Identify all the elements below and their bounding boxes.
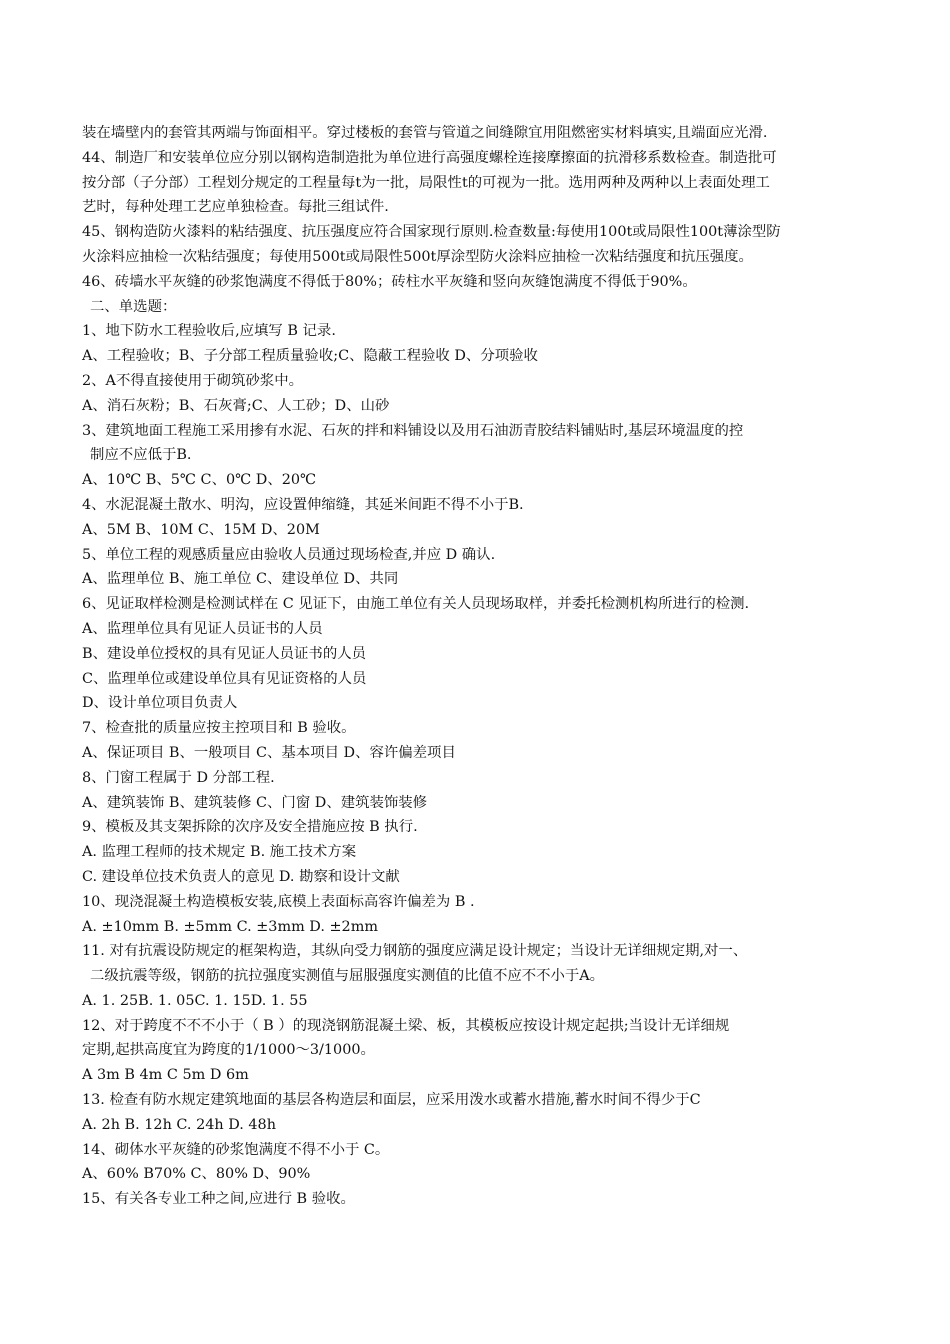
text-line: A、建筑装饰 B、建筑装修 C、门窗 D、建筑装饰装修 (82, 794, 428, 811)
text-line: 9、模板及其支架拆除的次序及安全措施应按 B 执行. (82, 819, 418, 836)
text-line: C. 建设单位技术负责人的意见 D. 勘察和设计文献 (82, 868, 400, 885)
text-line: 火涂料应抽检一次粘结强度；每使用500t或局限性500t厚涂型防火涂料应抽检一次粘结强度和抗压强度。 (82, 248, 753, 265)
text-line: 制应不应低于B. (90, 447, 192, 464)
text-line: A、保证项目 B、一般项目 C、基本项目 D、容许偏差项目 (82, 744, 456, 761)
text-line: A. 2h B. 12h C. 24h D. 48h (82, 1116, 276, 1133)
text-line: 8、门窗工程属于 D 分部工程. (82, 769, 275, 786)
text-line: 7、检查批的质量应按主控项目和 B 验收。 (82, 720, 356, 737)
document-body (82, 121, 890, 1212)
text-line: A 3m B 4m C 5m D 6m (82, 1067, 249, 1084)
text-line: 3、建筑地面工程施工采用掺有水泥、石灰的拌和料铺设以及用石油沥青胶结料铺贴时,基层环境温度的控 (82, 422, 744, 439)
text-line: 12、对于跨度不不不小于（ B ）的现浇钢筋混凝土梁、板，其模板应按设计规定起拱;当设计无详细规 (82, 1017, 730, 1034)
text-line: 13. 检查有防水规定建筑地面的基层各构造层和面层，应采用泼水或蓄水措施,蓄水时间不得少于C (82, 1092, 701, 1109)
text-line: 15、有关各专业工种之间,应进行 B 验收。 (82, 1191, 355, 1208)
text-line: A. 1. 25B. 1. 05C. 1. 15D. 1. 55 (82, 992, 308, 1009)
text-line: A、10℃ B、5℃ C、0℃ D、20℃ (82, 472, 317, 489)
text-line: 艺时，每种处理工艺应单独检查。每批三组试件. (82, 199, 389, 216)
text-line: 二、单选题： (90, 298, 177, 315)
text-line: 14、砌体水平灰缝的砂浆饱满度不得不小于 C。 (82, 1141, 390, 1158)
text-line: B、建设单位授权的具有见证人员证书的人员 (82, 645, 366, 662)
text-line: 46、砖墙水平灰缝的砂浆饱满度不得低于80%；砖柱水平灰缝和竖向灰缝饱满度不得低于90%。 (82, 273, 697, 290)
text-line: A、60% B70% C、80% D、90% (82, 1166, 311, 1183)
text-line: 5、单位工程的观感质量应由验收人员通过现场检查,并应 D 确认. (82, 546, 496, 563)
text-line: A. 监理工程师的技术规定 B. 施工技术方案 (82, 844, 357, 861)
text-line: 6、见证取样检测是检测试样在 C 见证下，由施工单位有关人员现场取样，并委托检测机构所进行的检测. (82, 596, 750, 613)
text-line: A. ±10mm B. ±5mm C. ±3mm D. ±2mm (82, 918, 378, 935)
text-line: 2、A不得直接使用于砌筑砂浆中。 (82, 372, 304, 389)
text-line: A、监理单位 B、施工单位 C、建设单位 D、共同 (82, 571, 399, 588)
text-line: 10、现浇混凝土构造模板安装,底模上表面标高容许偏差为 B . (82, 893, 475, 910)
text-line: C、监理单位或建设单位具有见证资格的人员 (82, 670, 367, 687)
text-line: 按分部（子分部）工程划分规定的工程量每t为一批，局限性t的可视为一批。选用两种及两种以上表面处理工 (82, 174, 770, 191)
text-line: 定期,起拱高度宜为跨度的1/1000～3/1000。 (82, 1042, 375, 1059)
text-line: 4、水泥混凝土散水、明沟，应设置伸缩缝，其延米间距不得不小于B. (82, 496, 524, 513)
text-line: A、工程验收；B、子分部工程质量验收;C、隐蔽工程验收 D、分项验收 (82, 348, 538, 365)
text-line: D、设计单位项目负责人 (82, 695, 238, 712)
text-line: 45、钢构造防火漆料的粘结强度、抗压强度应符合国家现行原则.检查数量:每使用100t或局限性100t薄涂型防 (82, 224, 781, 241)
text-line: 二级抗震等级，钢筋的抗拉强度实测值与屈服强度实测值的比值不应不不小于A。 (90, 968, 605, 985)
text-line: 装在墙壁内的套管其两端与饰面相平。穿过楼板的套管与管道之间缝隙宜用阻燃密实材料填实,且端面应光滑. (82, 125, 768, 141)
text-line: A、消石灰粉；B、石灰膏;C、人工砂；D、山砂 (82, 397, 390, 414)
text-line: 11. 对有抗震设防规定的框架构造，其纵向受力钢筋的强度应满足设计规定；当设计无详细规定期,对一、 (82, 943, 748, 960)
text-line: A、5M B、10M C、15M D、20M (82, 521, 320, 538)
text-line: 1、地下防水工程验收后,应填写 B 记录. (82, 323, 336, 340)
text-line: A、监理单位具有见证人员证书的人员 (82, 620, 323, 637)
text-line: 44、制造厂和安装单位应分别以钢构造制造批为单位进行高强度螺栓连接摩擦面的抗滑移系数检查。制造批可 (82, 149, 777, 166)
